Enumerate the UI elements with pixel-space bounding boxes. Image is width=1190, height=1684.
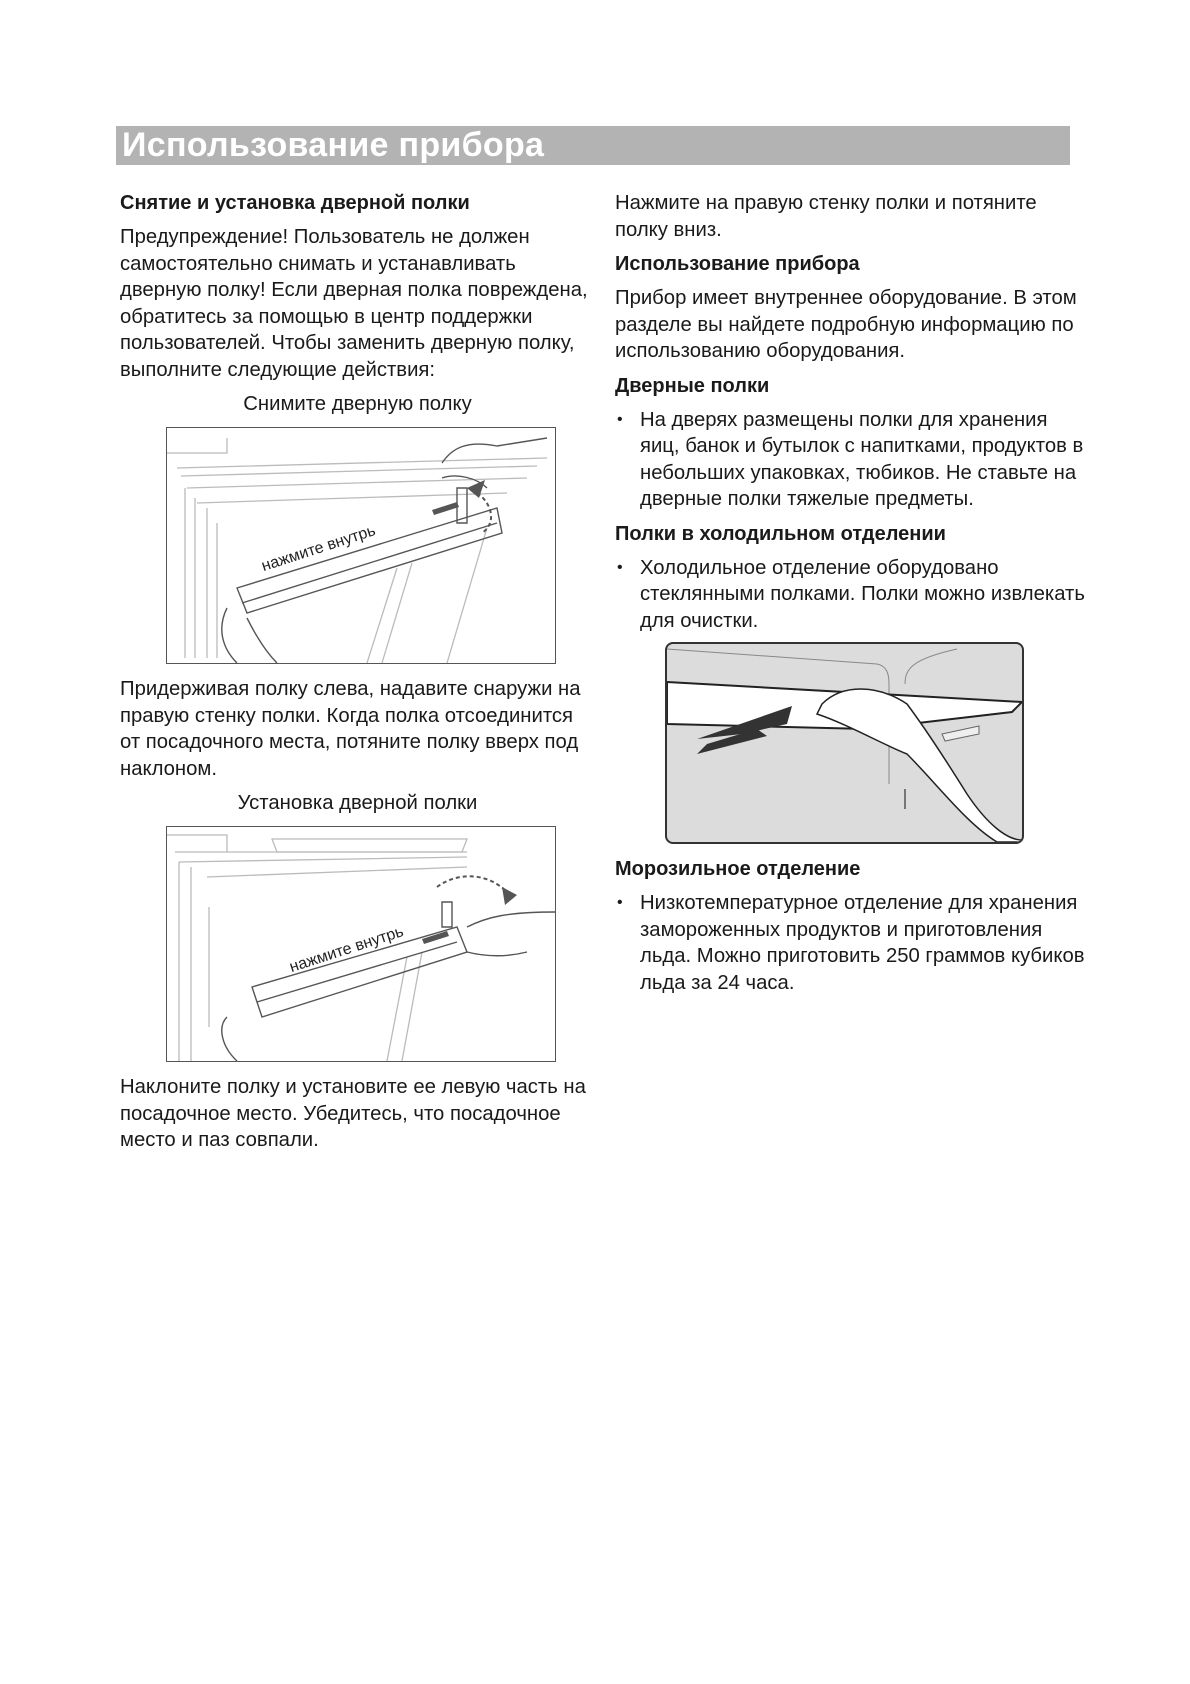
installation-instruction-text: Наклоните полку и установите ее левую часть на посадочное место. Убедитесь, что посадочное место и паз совпали. — [120, 1076, 586, 1151]
figure-glass-shelf — [665, 642, 1024, 844]
page-title-bar — [116, 126, 1070, 165]
removal-instruction-text: Придерживая полку слева, надавите снаружи на правую стенку полки. Когда полка отсоединится от посадочного места, потяните полку вверх под наклоном. — [120, 678, 581, 780]
bullet-icon: • — [617, 410, 623, 428]
press-inward-label: нажмите внутрь — [287, 923, 406, 977]
continuation-text: Нажмите на правую стенку полки и потяните полку вниз. — [615, 192, 1037, 241]
figure-install-door-shelf — [166, 826, 556, 1062]
list-item: • Холодильное отделение оборудовано стеклянными полками. Полки можно извлекать для очистки. — [617, 556, 1085, 632]
freezer-list — [615, 890, 1090, 996]
door-shelves-list — [615, 407, 1090, 513]
figure1-caption: Снимите дверную полку — [243, 393, 472, 415]
appliance-use-text: Прибор имеет внутреннее оборудование. В этом разделе вы найдете подробную информацию по использованию оборудования. — [615, 287, 1077, 362]
right-column — [615, 190, 1090, 1004]
section-heading-door-shelves: Дверные полки — [615, 374, 770, 397]
left-column — [120, 190, 595, 1162]
section-heading-appliance-use: Использование прибора — [615, 253, 860, 275]
door-shelf-removal-illustration — [167, 428, 555, 663]
list-item: • На дверях размещены полки для хранения яиц, банок и бутылок с напитками, продуктов в небольших упаковках, тюбиков. Не ставьте на дверные полки тяжелые предметы. — [617, 408, 1084, 510]
section-heading-freezer: Морозильное отделение — [615, 858, 861, 880]
press-inward-label: нажмите внутрь — [259, 522, 378, 576]
list-item: • Низкотемпературное отделение для хранения замороженных продуктов и приготовления льда. Можно приготовить 250 граммов кубиков льда за 24 часа. — [617, 892, 1085, 994]
page-title: Использование прибора — [122, 126, 545, 164]
fridge-shelves-list — [615, 555, 1090, 635]
bullet-icon: • — [617, 894, 623, 911]
warning-text: Предупреждение! Пользователь не должен самостоятельно снимать и устанавливать дверную полку! Если дверная полка повреждена, обратитесь за помощью в центр поддержки пользователей. Чтобы заменить дверную полку, выполните следующие действия: — [120, 226, 588, 381]
figure-remove-door-shelf — [166, 427, 556, 664]
section-heading-fridge-shelves: Полки в холодильном отделении — [615, 522, 946, 545]
glass-shelf-illustration — [667, 644, 1022, 842]
figure2-caption: Установка дверной полки — [237, 792, 478, 814]
bullet-icon: • — [617, 558, 623, 576]
section-heading-door-shelf: Снятие и установка дверной полки — [120, 192, 470, 214]
